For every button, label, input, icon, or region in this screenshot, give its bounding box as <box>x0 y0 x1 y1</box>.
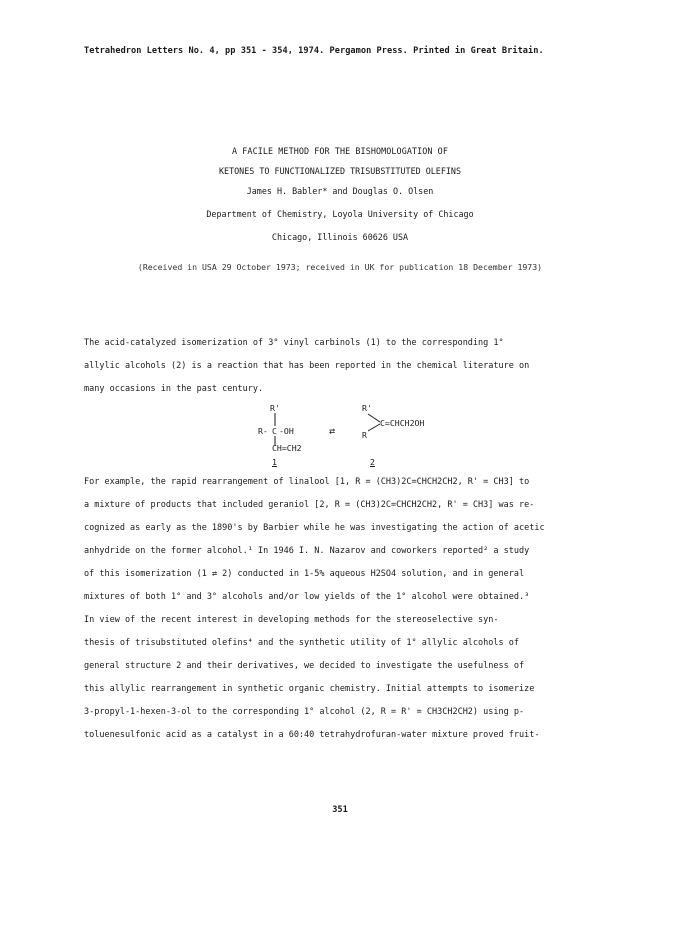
left-hydroxyl: -OH <box>279 426 294 436</box>
left-r: R- <box>258 426 268 436</box>
affiliation: Department of Chemistry, Loyola University of Chicago <box>206 209 474 219</box>
body-line-1: The acid-catalyzed isomerization of 3° vinyl carbinols (1) to the corresponding 1° <box>84 338 504 348</box>
address: Chicago, Illinois 60626 USA <box>271 232 409 242</box>
compound-label-1: 1 <box>272 457 277 467</box>
body-line-2: allylic alcohols (2) is a reaction that has been reported in the chemical literature on <box>84 361 530 371</box>
right-chain: C=CHCH2OH <box>380 418 425 428</box>
body-line-6: cognized as early as the 1890's by Barbier while he was investigating the action of acetic <box>84 523 545 533</box>
body-line-4: For example, the rapid rearrangement of linalool [1, R = (CH3)2C=CHCH2CH2, R' = CH3] to <box>84 477 530 487</box>
body-line-13: this allylic rearrangement in synthetic organic chemistry. Initial attempts to isomerize <box>84 684 535 694</box>
right-r: R <box>362 430 367 440</box>
body-line-10: In view of the recent interest in developing methods for the stereoselective syn- <box>84 615 499 625</box>
right-r-prime: R' <box>362 403 372 413</box>
left-r-prime: R' <box>270 403 280 413</box>
left-vinyl: CH=CH2 <box>272 443 302 453</box>
body-line-5: a mixture of products that included geraniol [2, R = (CH3)2C=CHCH2CH2, R' = CH3] was re- <box>84 500 535 510</box>
body-line-14: 3-propyl-1-hexen-3-ol to the corresponding 1° alcohol (2, R = R' = CH3CH2CH2) using p- <box>84 707 525 717</box>
body-line-8: of this isomerization (1 ⇄ 2) conducted in 1-5% aqueous H2SO4 solution, and in general <box>84 569 525 579</box>
body-line-12: general structure 2 and their derivatives, we decided to investigate the usefulness of <box>84 661 525 671</box>
body-line-3: many occasions in the past century. <box>84 384 264 394</box>
received-dates: (Received in USA 29 October 1973; received in UK for publication 18 December 1973) <box>137 262 543 272</box>
compound-label-2: 2 <box>370 457 375 467</box>
title-line-2: KETONES TO FUNCTIONALIZED TRISUBSTITUTED OLEFINS <box>218 166 462 176</box>
authors: James H. Babler* and Douglas O. Olsen <box>246 186 434 196</box>
body-line-11: thesis of trisubstituted olefins⁴ and the synthetic utility of 1° allylic alcohols of <box>84 638 519 648</box>
equilibrium-arrow: ⇄ <box>329 426 336 437</box>
left-carbon: C <box>272 426 277 436</box>
title-line-1: A FACILE METHOD FOR THE BISHOMOLOGATION OF <box>232 146 448 156</box>
page-number: 351 <box>332 805 348 815</box>
body-line-15: toluenesulfonic acid as a catalyst in a 60:40 tetrahydrofuran-water mixture proved fruit- <box>84 730 540 740</box>
journal-header: Tetrahedron Letters No. 4, pp 351 - 354, 1974. Pergamon Press. Printed in Great Britain. <box>84 46 544 56</box>
body-line-7: anhydride on the former alcohol.¹ In 1946 I. N. Nazarov and coworkers reported² a study <box>84 546 530 556</box>
body-line-9: mixtures of both 1° and 3° alcohols and/or low yields of the 1° alcohol were obtained.³ <box>84 592 530 602</box>
